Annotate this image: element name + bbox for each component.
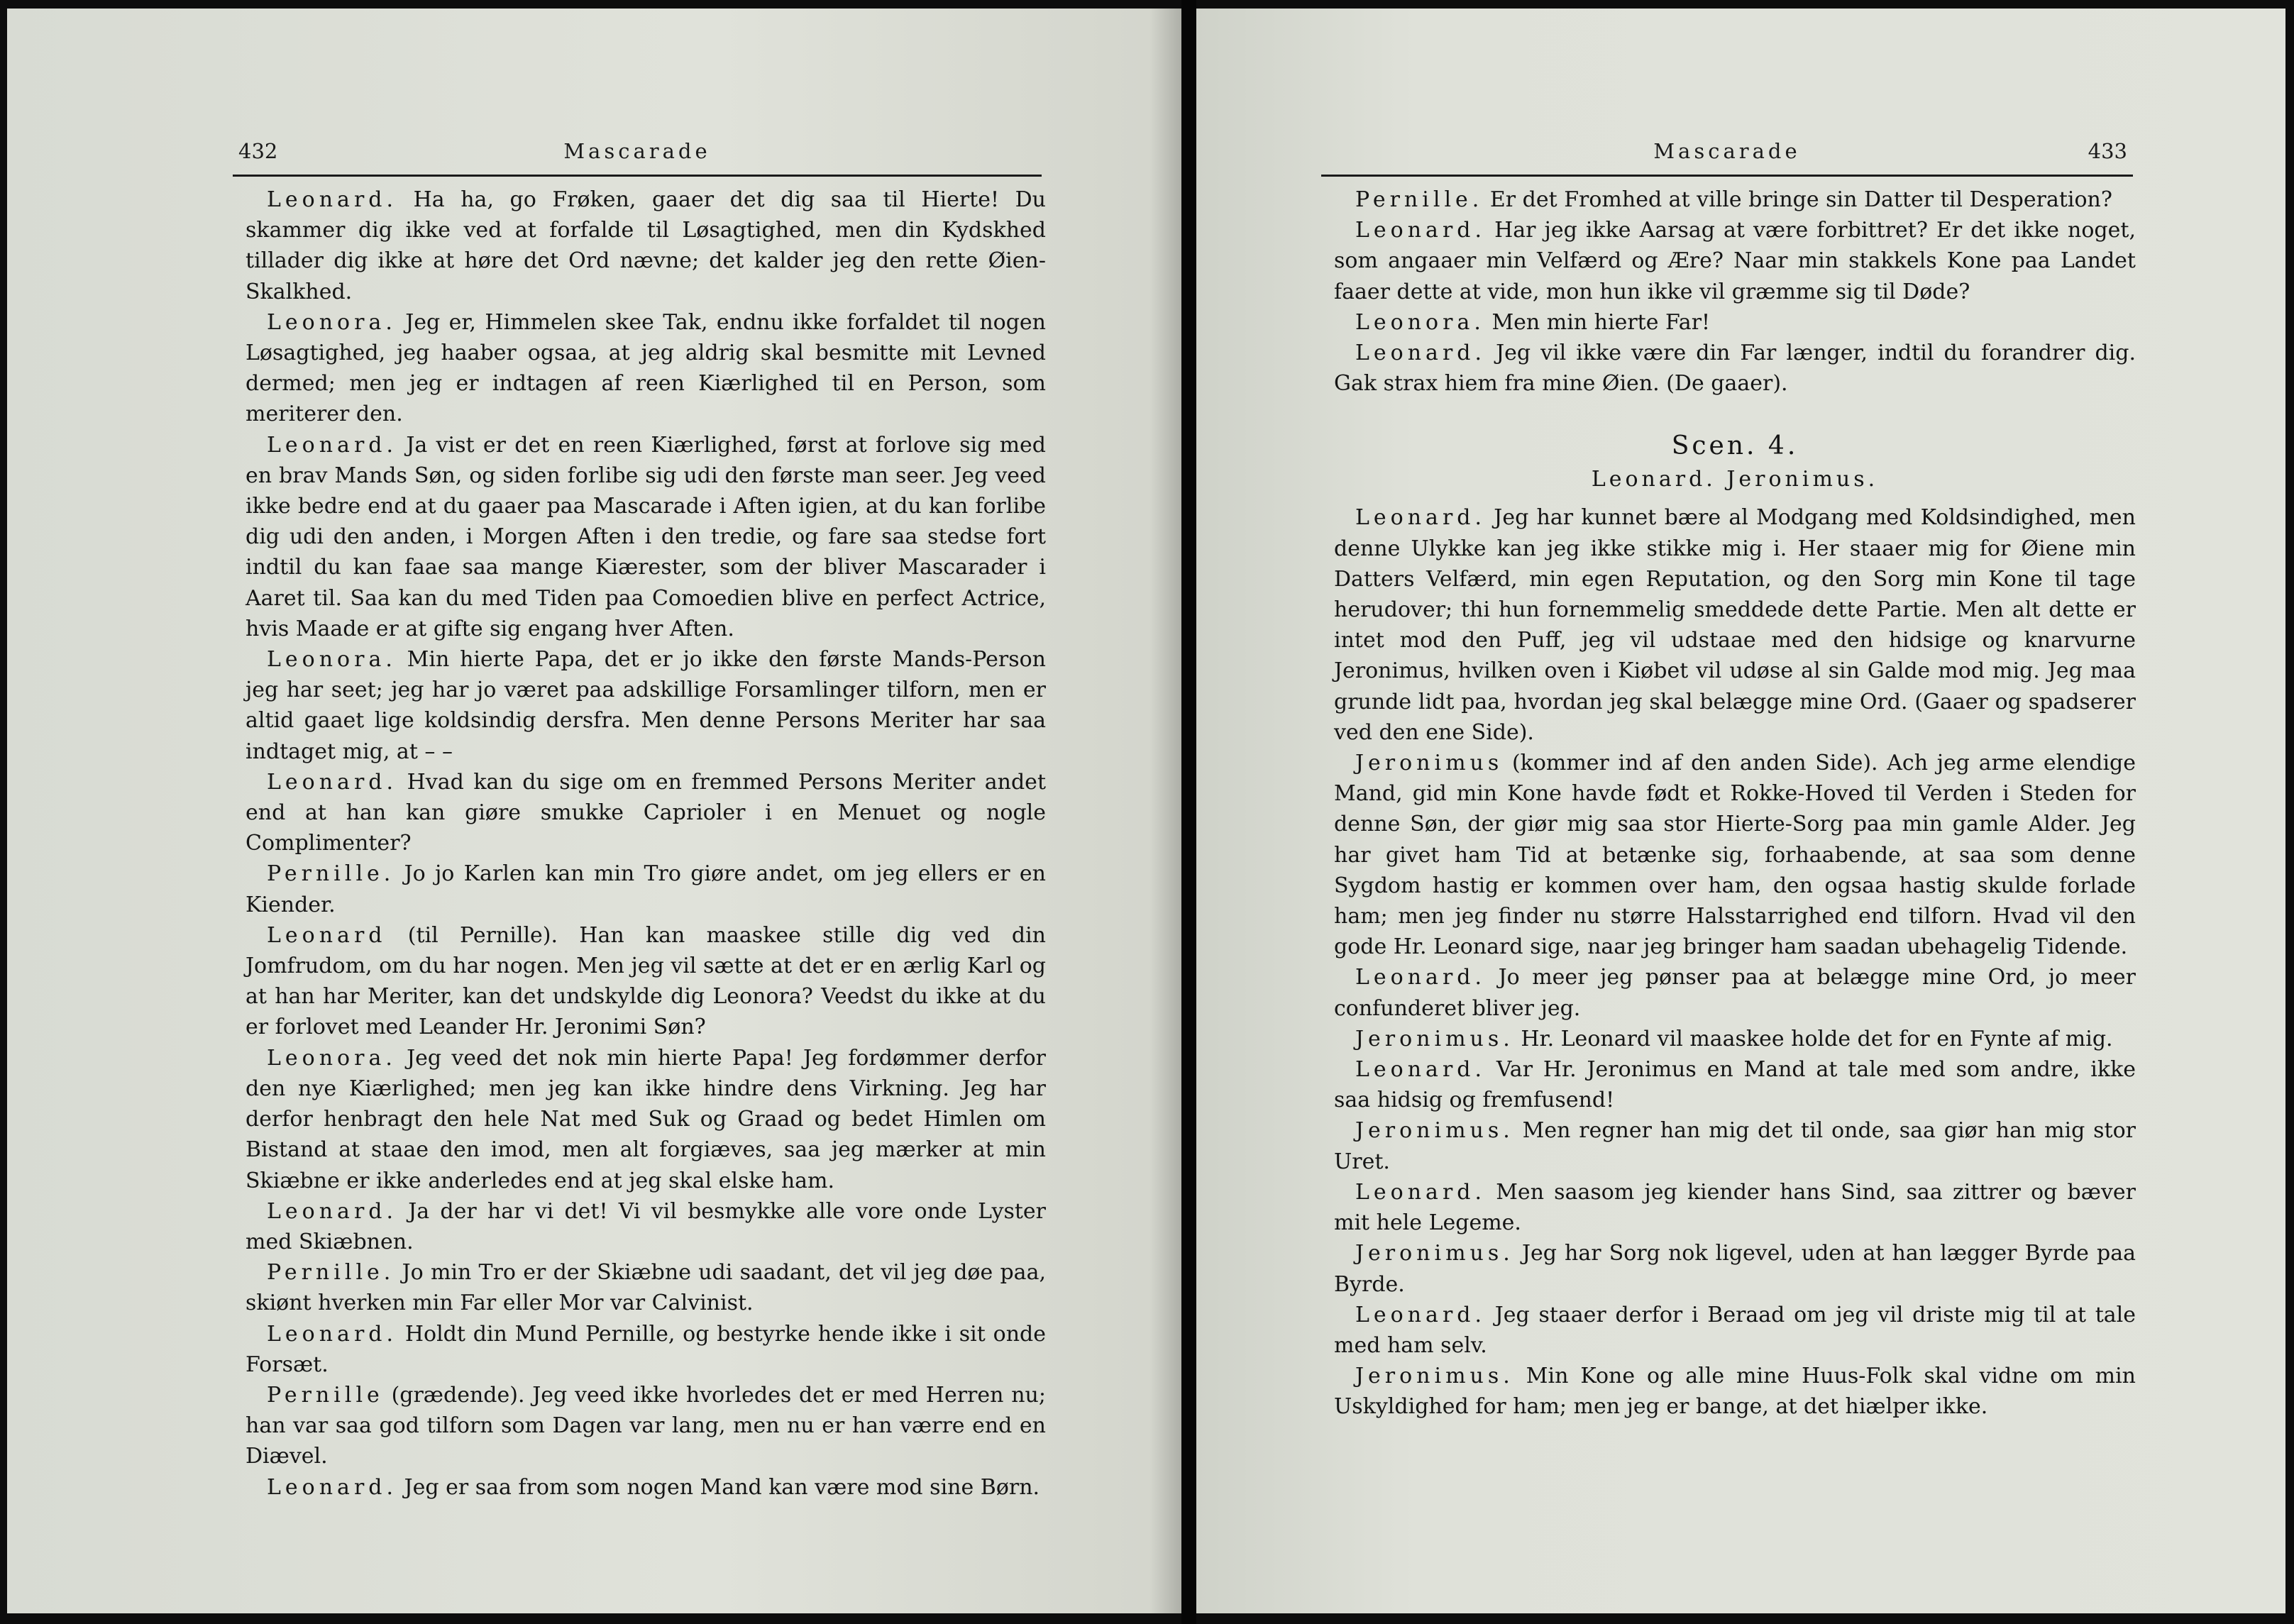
speech-text: Hvad kan du sige om en fremmed Persons Meriter andet end at han kan giøre smukke Caprioler i en Menuet og nogle Complimenter? [246, 769, 1046, 856]
speech-text: Ja der har vi det! Vi vil besmykke alle vore onde Lyster med Skiæbnen. [246, 1198, 1046, 1254]
speech-text: Ha ha, go Frøken, gaaer det dig saa til Hierte! Du skammer dig ikke ved at forfalde til Løsagtighed, men din Kydskhed tillader dig ikke at høre det Ord nævne; det kalder jeg den rette Øien-Skalkhed. [246, 187, 1046, 304]
dialogue-paragraph [1334, 215, 2136, 307]
speech-text: Er det Fromhed at ville bringe sin Datter til Desperation? [1489, 187, 2112, 212]
speaker-name: Pernille. [1355, 187, 1484, 212]
page-number: 433 [2088, 139, 2127, 163]
speaker-name: Leonard. [1355, 218, 1487, 243]
speaker-name: Jeronimus. [1355, 1118, 1514, 1144]
speaker-name: Jeronimus. [1355, 1364, 1514, 1389]
speech-text: Jo min Tro er der Skiæbne udi saadant, det vil jeg døe paa, skiønt hverken min Far eller Mor var Calvinist. [246, 1260, 1046, 1316]
dialogue-paragraph [246, 307, 1046, 430]
page-number: 432 [238, 139, 278, 163]
dialogue-after-scene [1334, 502, 2136, 1422]
speech-text: Hr. Leonard vil maaskee holde det for en Fynte af mig. [1521, 1026, 2113, 1051]
scene-cast: Leonard. Jeronimus. [1591, 467, 1879, 492]
dialogue-paragraph [1334, 502, 2136, 748]
left-page-text [246, 184, 1046, 1503]
speaker-name: Leonard [267, 922, 387, 948]
dialogue-paragraph [246, 644, 1046, 767]
speaker-name: Leonard. [1355, 341, 1487, 366]
dialogue-paragraph [246, 920, 1046, 1043]
speech-text: Har jeg ikke Aarsag at være forbittret? Er det ikke noget, som angaaer min Velfærd og Ære? Naar min stakkels Kone paa Landet faaer dette at vide, mon hun ikke vil græmme sig til Døde? [1334, 218, 2136, 304]
speaker-name: Leonard. [267, 187, 398, 212]
speaker-name: Leonard. [1355, 505, 1487, 531]
speaker-name: Leonard. [267, 1198, 398, 1224]
dialogue-paragraph [1334, 1024, 2136, 1054]
speaker-name: Pernille [267, 1382, 384, 1408]
book-gutter [1181, 0, 1196, 1624]
speech-text: Min hierte Papa, det er jo ikke den første Mands-Person jeg har seet; jeg har jo været paa adskillige Forsamlinger tilforn, men er altid gaaet lige koldsindig dersfra. Men denne Persons Meriter har saa indtaget mig, at – – [246, 647, 1046, 764]
dialogue-paragraph [246, 430, 1046, 644]
speech-text: Jeg veed det nok min hierte Papa! Jeg fordømmer derfor den nye Kiærlighed; men jeg kan ikke hindre dens Virkning. Jeg har derfor henbragt den hele Nat med Suk og Graad og bedet Himlen om Bistand at staae den imod, men alt forgiæves, saa jeg mærker at min Skiæbne er ikke anderledes end at jeg skal elske ham. [246, 1045, 1046, 1193]
speaker-name: Leonora. [267, 1045, 397, 1071]
speaker-name: Jeronimus. [1355, 1026, 1514, 1051]
left-page [7, 9, 1181, 1613]
speaker-name: Leonora. [267, 647, 397, 673]
right-running-head [1321, 135, 2133, 177]
spine-shadow [1149, 9, 1181, 1613]
dialogue-paragraph [1334, 1177, 2136, 1238]
left-running-head [233, 135, 1042, 177]
speech-text: (til Pernille). Han kan maaskee stille dig ved din Jomfrudom, om du har nogen. Men jeg vil sætte at det er en ærlig Karl og at han har Meriter, kan det undskylde dig Leonora? Veedst du ikke at du er forlovet med Leander Hr. Jeronimi Søn? [246, 922, 1046, 1040]
speaker-name: Leonard. [267, 1321, 398, 1347]
dialogue-paragraph [1334, 307, 2136, 338]
dialogue-paragraph [1334, 1361, 2136, 1422]
speaker-name: Leonard. [1355, 1302, 1487, 1327]
dialogue-paragraph [246, 767, 1046, 859]
dialogue-paragraph [1334, 338, 2136, 399]
speaker-name: Leonard. [267, 1474, 398, 1500]
speaker-name: Leonard. [1355, 965, 1487, 990]
dialogue-paragraph [1334, 1300, 2136, 1361]
dialogue-before-scene [1334, 184, 2136, 399]
speech-text: Men saasom jeg kiender hans Sind, saa zittrer og bæver mit hele Legeme. [1334, 1179, 2136, 1236]
scene-heading: Scen. 4. [1671, 431, 1799, 461]
dialogue-paragraph [1334, 1054, 2136, 1115]
right-page-text [1334, 184, 2136, 1423]
speech-text: Jeg staaer derfor i Beraad om jeg vil driste mig til at tale med ham selv. [1334, 1302, 2136, 1358]
speech-text: Min Kone og alle mine Huus-Folk skal vidne om min Uskyldighed for ham; men jeg er bange, at det hiælper ikke. [1334, 1364, 2136, 1420]
speech-text: (grædende). Jeg veed ikke hvorledes det er med Herren nu; han var saa god tilforn som Dagen var lang, men nu er han værre end en Diævel. [246, 1382, 1046, 1469]
speech-text: Men regner han mig det til onde, saa giør han mig stor Uret. [1334, 1118, 2136, 1174]
speech-text: Jeg er, Himmelen skee Tak, endnu ikke forfaldet til nogen Løsagtighed, jeg haaber ogsaa, at jeg aldrig skal besmitte mit Levned dermed; men jeg er indtagen af reen Kiærlighed til en Person, som meriterer den. [246, 309, 1046, 427]
speaker-name: Leonard. [267, 432, 398, 458]
dialogue-paragraph [246, 184, 1046, 307]
speaker-name: Pernille. [267, 1260, 395, 1286]
dialogue-paragraph [246, 1257, 1046, 1318]
running-title: Mascarade [1653, 139, 1801, 163]
speech-text: Men min hierte Far! [1491, 309, 1711, 335]
speech-text: Jo jo Karlen kan min Tro giøre andet, om jeg ellers er en Kiender. [246, 861, 1046, 917]
speaker-name: Jeronimus. [1355, 1241, 1514, 1266]
speech-text: Ja vist er det en reen Kiærlighed, først at forlove sig med en brav Mands Søn, og siden forlibe sig udi den første man seer. Jeg veed ikke bedre end at du gaaer paa Mascarade i Aften igien, at du kan forlibe dig udi den anden, i Morgen Aften i den tredie, og fare saa stedse fort indtil du kan faae saa mange Kiærester, som der bliver Mascarader i Aaret til. Saa kan du med Tiden paa Comoedien blive en perfect Actrice, hvis Maade er at gifte sig engang hver Aften. [246, 432, 1046, 641]
speaker-name: Pernille. [267, 861, 395, 887]
speaker-name: Jeronimus [1355, 751, 1504, 776]
dialogue-paragraph [246, 1319, 1046, 1380]
dialogue-paragraph [246, 1196, 1046, 1257]
speech-text: Jeg er saa from som nogen Mand kan være mod sine Børn. [404, 1474, 1040, 1500]
dialogue-paragraph [1334, 1238, 2136, 1299]
running-title: Mascarade [563, 139, 711, 163]
dialogue-paragraph [246, 1380, 1046, 1472]
speaker-name: Leonora. [1355, 309, 1485, 335]
dialogue-paragraph [1334, 184, 2136, 215]
speech-text: Holdt din Mund Pernille, og bestyrke hende ikke i sit onde Forsæt. [246, 1321, 1046, 1377]
speech-text: Jo meer jeg pønser paa at belægge mine Ord, jo meer confunderet bliver jeg. [1334, 965, 2136, 1021]
speaker-name: Leonard. [1355, 1057, 1487, 1083]
right-page [1196, 9, 2285, 1613]
speaker-name: Leonard. [267, 769, 398, 795]
speech-text: Jeg har kunnet bære al Modgang med Koldsindighed, men denne Ulykke kan jeg ikke stikke mig i. Her staaer mig for Øiene min Datters Velfærd, min egen Reputation, og den Sorg min Kone til tage herudover; thi hun fornemmelig smeddede dette Partie. Men alt dette er intet mod den Puff, jeg vil udstaae med den hidsige og knarvurne Jeronimus, hvilken oven i Kiøbet vil udøse al sin Galde mod mig. Jeg maa grunde lidt paa, hvordan jeg skal belægge mine Ord. (Gaaer og spadserer ved den ene Side). [1334, 505, 2136, 745]
dialogue-paragraph [246, 1472, 1046, 1503]
speaker-name: Leonora. [267, 309, 397, 335]
dialogue-paragraph [1334, 1115, 2136, 1176]
speech-text: Jeg har Sorg nok ligevel, uden at han lægger Byrde paa Byrde. [1334, 1241, 2136, 1297]
dialogue-paragraph [1334, 748, 2136, 962]
speech-text: (kommer ind af den anden Side). Ach jeg arme elendige Mand, gid min Kone havde født et Rokke-Hoved til Verden i Steden for denne Søn, der giør mig saa stor Hierte-Sorg paa min gamle Alder. Jeg har givet ham Tid at betænke sig, forhaabende, at saa som denne Sygdom hastig er kommen over ham, den ogsaa hastig skulde forlade ham; men jeg finder nu større Halsstarrighed end tilforn. Hvad vil den gode Hr. Leonard sige, naar jeg bringer ham saadan ubehagelig Tidende. [1334, 751, 2136, 960]
speaker-name: Leonard. [1355, 1179, 1487, 1205]
dialogue-paragraph [1334, 962, 2136, 1023]
dialogue-paragraph [246, 1043, 1046, 1196]
speech-text: Var Hr. Jeronimus en Mand at tale med som andre, ikke saa hidsig og fremfusend! [1334, 1057, 2136, 1113]
dialogue-paragraph [246, 858, 1046, 919]
speech-text: Jeg vil ikke være din Far længer, indtil du forandrer dig. Gak strax hiem fra mine Øien. (De gaaer). [1334, 341, 2136, 397]
